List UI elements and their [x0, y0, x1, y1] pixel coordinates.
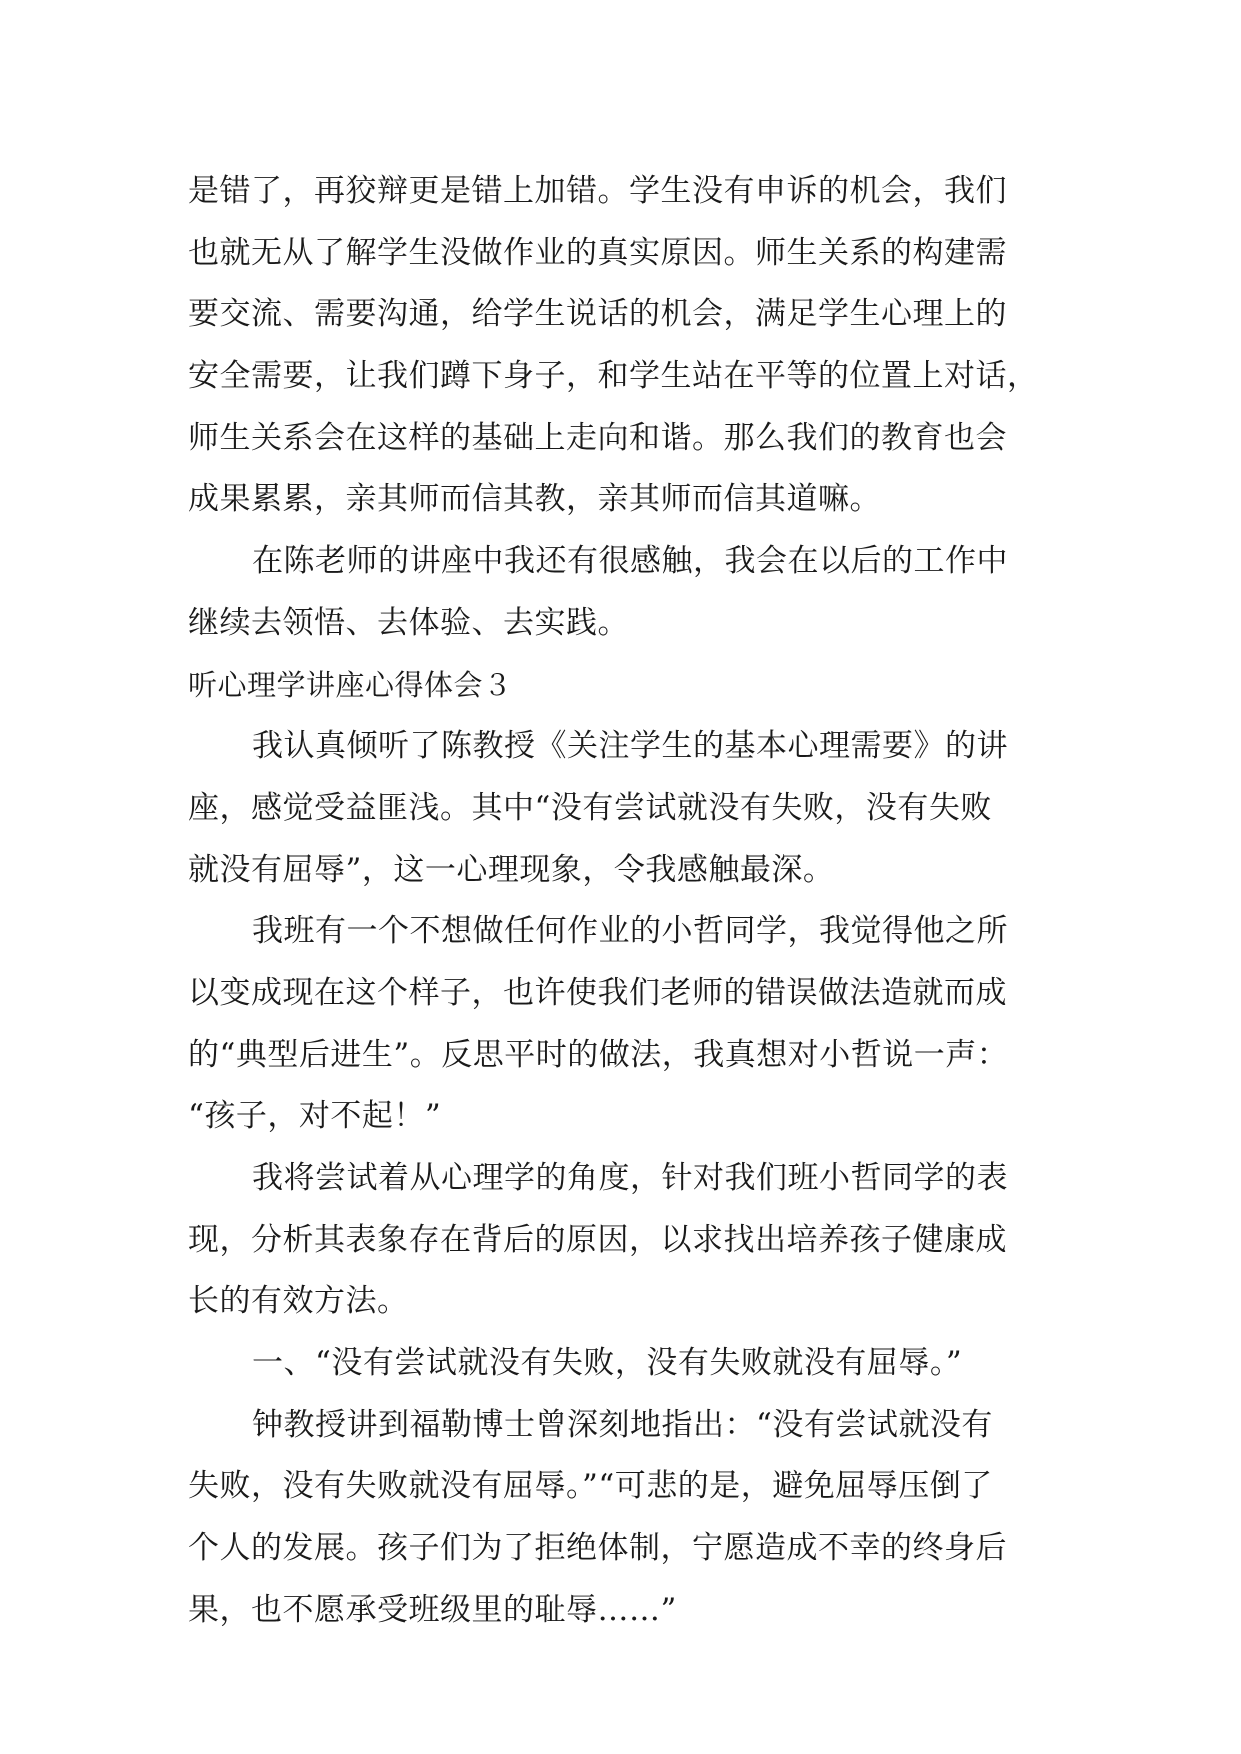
document-body: [188, 161, 1068, 1642]
text-line: 的“典型后进生”。反思平时的做法，我真想对小哲说一声：: [188, 1036, 1009, 1073]
text-line: 要交流、需要沟通，给学生说话的机会，满足学生心理上的: [188, 296, 1007, 333]
text-line: 成果累累，亲其师而信其教，亲其师而信其道嘛。: [188, 481, 881, 518]
text-line: 也就无从了解学生没做作业的真实原因。师生关系的构建需: [188, 234, 1007, 271]
paragraph-start-line: 在陈老师的讲座中我还有很感触，我会在以后的工作中: [252, 543, 1008, 580]
subheading-line: 一、“没有尝试就没有失败，没有失败就没有屈辱。”: [252, 1345, 963, 1382]
text-line: 是错了，再狡辩更是错上加错。学生没有申诉的机会，我们: [188, 173, 1007, 209]
text-line: 就没有屈辱”，这一心理现象，令我感触最深。: [188, 851, 835, 888]
text-line: 个人的发展。孩子们为了拒绝体制，宁愿造成不幸的终身后: [188, 1530, 1007, 1567]
text-line: “孩子，对不起！”: [188, 1098, 442, 1135]
text-line: 失败，没有失败就没有屈辱。”“可悲的是，避免屈辱压倒了: [188, 1468, 993, 1505]
text-line: 现，分析其表象存在背后的原因，以求找出培养孩子健康成: [188, 1221, 1007, 1258]
text-line: 安全需要，让我们蹲下身子，和学生站在平等的位置上对话，: [188, 358, 1039, 395]
text-line: 以变成现在这个样子，也许使我们老师的错误做法造就而成: [188, 974, 1007, 1011]
paragraph-start-line: 我班有一个不想做任何作业的小哲同学，我觉得他之所: [252, 913, 1008, 950]
section-heading: 听心理学讲座心得体会３: [188, 667, 513, 702]
text-line: 座，感觉受益匪浅。其中“没有尝试就没有失败，没有失败: [188, 789, 992, 826]
paragraph-start-line: 我认真倾听了陈教授《关注学生的基本心理需要》的讲: [252, 728, 1008, 765]
text-line: 师生关系会在这样的基础上走向和谐。那么我们的教育也会: [188, 419, 1007, 456]
paragraph-start-line: 钟教授讲到福勒博士曾深刻地指出：“没有尝试就没有: [252, 1406, 993, 1443]
text-line: 长的有效方法。: [188, 1283, 409, 1320]
paragraph-start-line: 我将尝试着从心理学的角度，针对我们班小哲同学的表: [252, 1160, 1008, 1196]
text-line: 果，也不愿承受班级里的耻辱……”: [188, 1591, 677, 1628]
text-line: 继续去领悟、去体验、去实践。: [188, 604, 629, 641]
